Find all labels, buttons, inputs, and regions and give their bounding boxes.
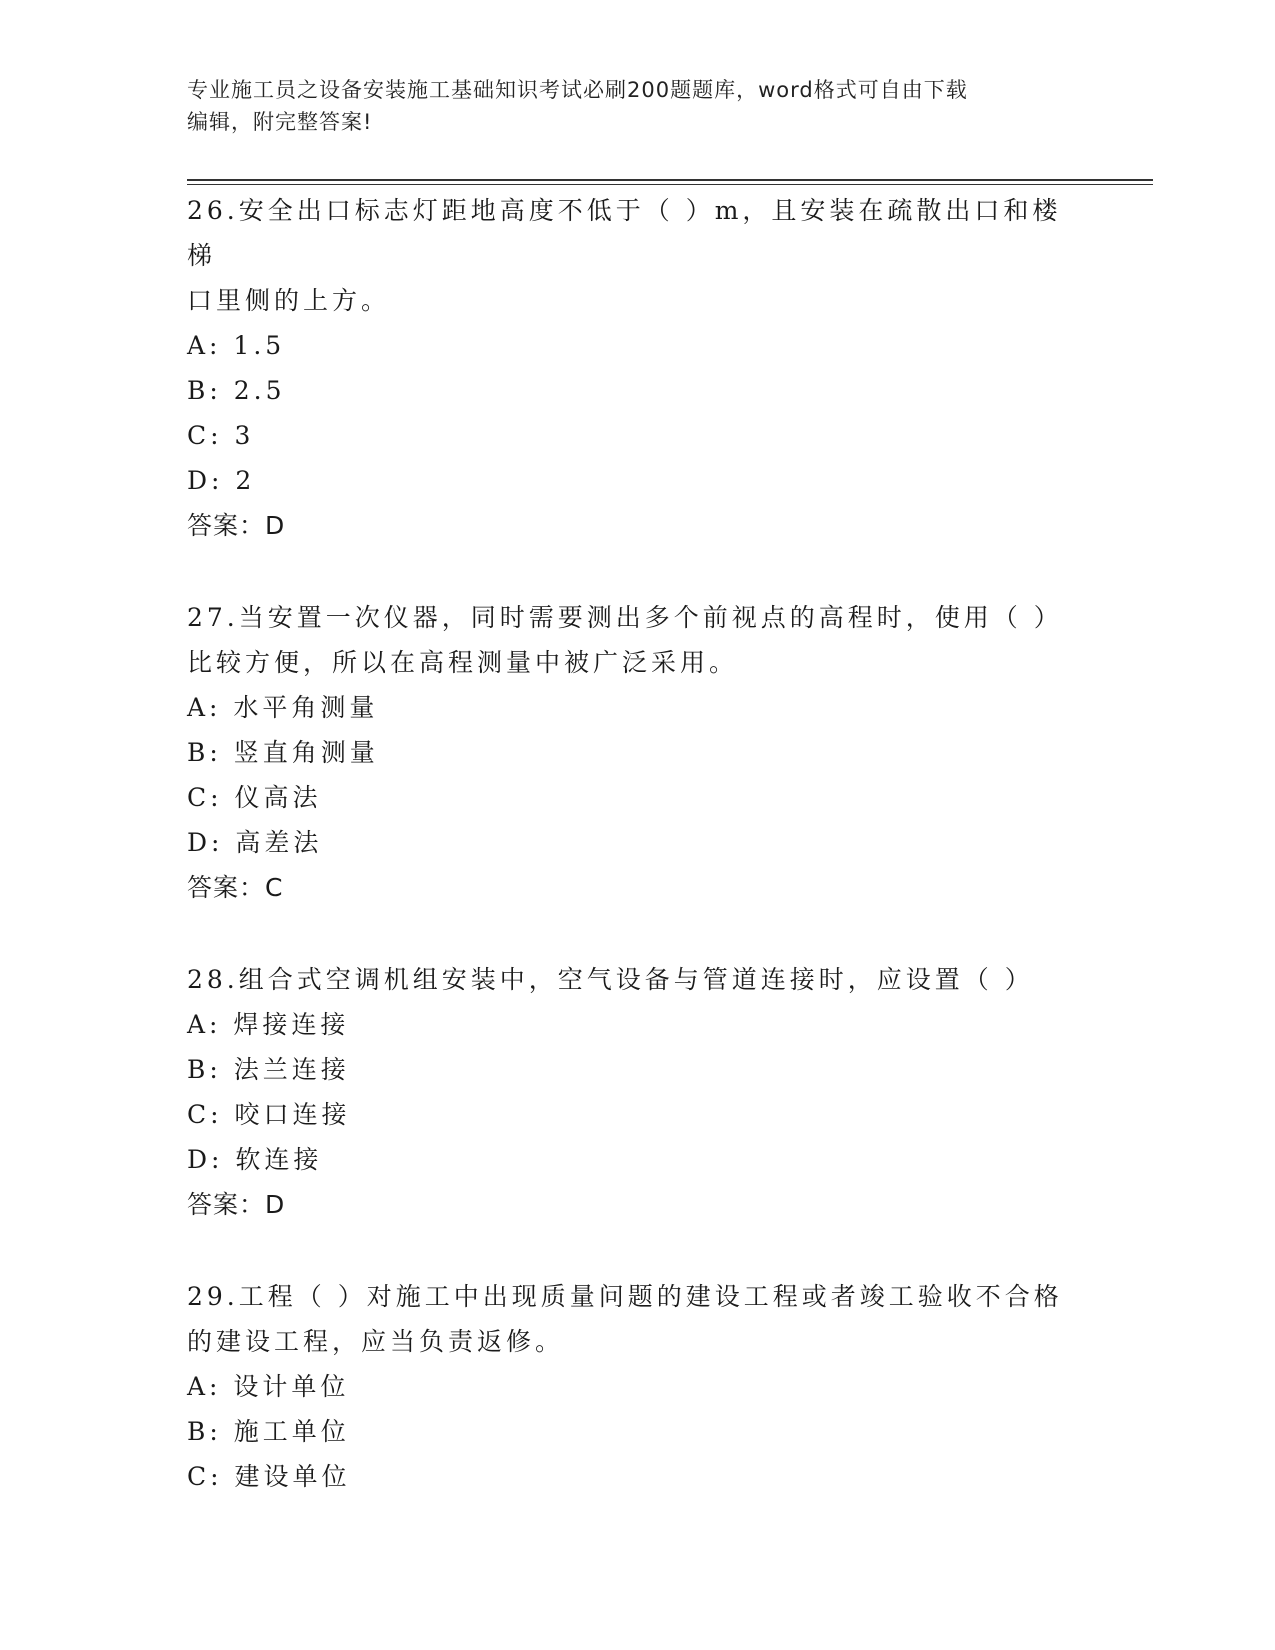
question-stem [187, 188, 1087, 323]
answer: 答案：C [187, 873, 284, 902]
question-28 [187, 957, 1087, 1227]
header-line-2: 编辑，附完整答案! [187, 110, 373, 134]
option-c: C: 3 [187, 421, 255, 450]
question-stem-line: 27.当安置一次仪器，同时需要测出多个前视点的高程时，使用（ ） [187, 603, 1063, 632]
question-stem [187, 1274, 1087, 1364]
option-a: A: 1.5 [187, 331, 286, 360]
question-stem-line: 的建设工程，应当负责返修。 [187, 1327, 565, 1356]
question-stem-line: 28.组合式空调机组安装中，空气设备与管道连接时，应设置（ ） [187, 965, 1034, 994]
option-c: C: 仪高法 [187, 783, 322, 812]
option-a: A: 焊接连接 [187, 1010, 350, 1039]
question-stem-line: 26.安全出口标志灯距地高度不低于（ ）m，且安装在疏散出口和楼梯 [187, 196, 1062, 270]
answer: 答案：D [187, 511, 286, 540]
header-divider-thick [187, 179, 1153, 181]
question-stem [187, 957, 1087, 1002]
header-divider-thin [187, 184, 1153, 185]
question-26 [187, 188, 1087, 548]
option-c: C: 建设单位 [187, 1462, 351, 1491]
option-a: A: 设计单位 [187, 1372, 350, 1401]
option-d: D: 2 [187, 466, 256, 495]
option-b: B: 2.5 [187, 376, 286, 405]
option-d: D: 软连接 [187, 1145, 323, 1174]
question-list [187, 188, 1087, 1546]
question-stem-line: 比较方便，所以在高程测量中被广泛采用。 [187, 648, 739, 677]
header-line-1: 专业施工员之设备安装施工基础知识考试必刷200题题库，word格式可自由下载 [187, 78, 968, 102]
option-c: C: 咬口连接 [187, 1100, 351, 1129]
option-b: B: 竖直角测量 [187, 738, 379, 767]
answer: 答案：D [187, 1190, 286, 1219]
option-d: D: 高差法 [187, 828, 323, 857]
document-header [187, 74, 1087, 138]
question-27 [187, 595, 1087, 910]
question-stem-line: 口里侧的上方。 [187, 286, 391, 315]
option-b: B: 施工单位 [187, 1417, 350, 1446]
question-stem-line: 29.工程（ ）对施工中出现质量问题的建设工程或者竣工验收不合格 [187, 1282, 1063, 1311]
question-29 [187, 1274, 1087, 1499]
option-a: A: 水平角测量 [187, 693, 379, 722]
question-stem [187, 595, 1087, 685]
option-b: B: 法兰连接 [187, 1055, 350, 1084]
